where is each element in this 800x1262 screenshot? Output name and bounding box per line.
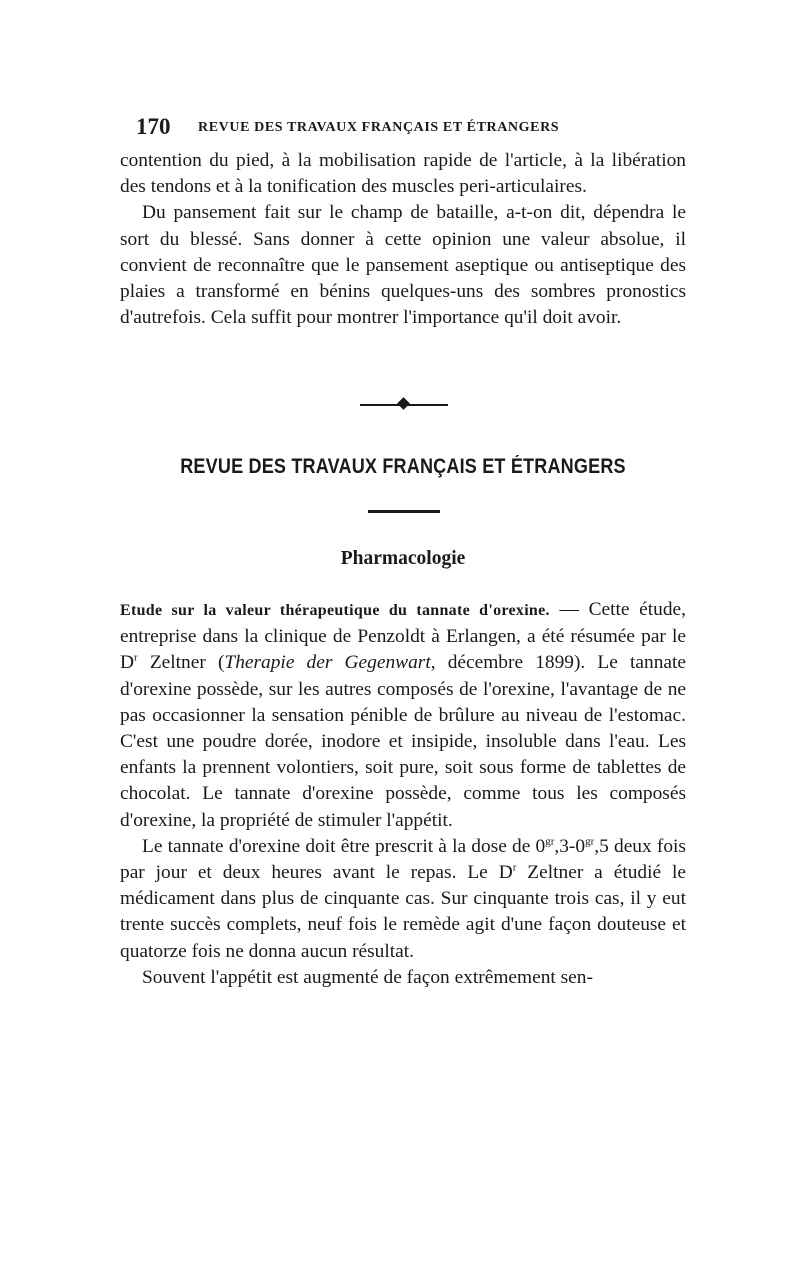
superscript: r: [512, 861, 517, 874]
paragraph: [120, 597, 686, 834]
text-run: ,5 deux fois par jour et deux heures avant le repas. Le D: [120, 835, 686, 884]
text-run: — Cette étude, entreprise dans la clinique de Penzoldt à Erlangen, a été résumée par le D: [120, 599, 686, 674]
article-body: [120, 597, 686, 991]
paragraph: [120, 834, 686, 965]
paragraph: Du pansement fait sur le champ de bataille, a-t-on dit, dépendra le sort du blessé. Sans donner à cette opinion une valeur absolue, il convient de reconnaître que le pansement aseptique ou antiseptique des plaies a transformé en bénins quelques-uns des sombres pronostics d'autrefois. Cela suffit pour montrer l'importance qu'il doit avoir.: [120, 202, 686, 329]
subsection-title: Pharmacologie: [340, 548, 466, 569]
paragraph: Souvent l'appétit est augmenté de façon extrêmement sen-: [142, 966, 593, 988]
running-head: REVUE DES TRAVAUX FRANÇAIS ET ÉTRANGERS: [198, 120, 560, 135]
superscript: gr: [545, 835, 555, 848]
superscript: r: [134, 651, 138, 664]
continuation-text: [120, 148, 686, 331]
text-run: ,3-0: [554, 835, 586, 857]
section-title: REVUE DES TRAVAUX FRANÇAIS ET ÉTRANGERS: [180, 455, 626, 478]
superscript: gr: [585, 835, 595, 848]
paragraph: contention du pied, à la mobilisation rapide de l'article, à la libération des tendons et à la tonification des muscles peri-articulaires.: [120, 150, 686, 198]
text-run: Le tannate d'orexine doit être prescrit à la dose de 0: [142, 835, 546, 857]
page-header: [136, 114, 656, 144]
text-run: Zeltner a étudié le médicament dans plus de cinquante cas. Sur cinquante trois cas, il y eut trente succès complets, neuf fois le remède agit d'une façon douteuse et quatorze fois ne donna aucun résultat.: [120, 862, 686, 962]
page-number: 170: [136, 114, 171, 139]
title-rule: [368, 510, 440, 513]
journal-title: Therapie der Gegenwart: [224, 652, 431, 674]
article-heading: Etude sur la valeur thérapeutique du tannate d'orexine.: [120, 602, 550, 619]
text-run: , décembre 1899). Le tannate d'orexine possède, sur les autres composés de l'orexine, l'avantage de ne pas occasionner la sensation pénible de brûlure au niveau de l'estomac. C'est une poudre dorée, inodore et insipide, insoluble dans l'eau. Les enfants la prennent volontiers, soit pure, soit sous forme de tablettes de chocolat. Le tannate d'orexine possède, comme tous les composés d'orexine, la propriété de stimuler l'appétit.: [120, 652, 686, 831]
text-run: Zeltner (: [137, 652, 225, 674]
ornament-diamond: [397, 397, 410, 410]
